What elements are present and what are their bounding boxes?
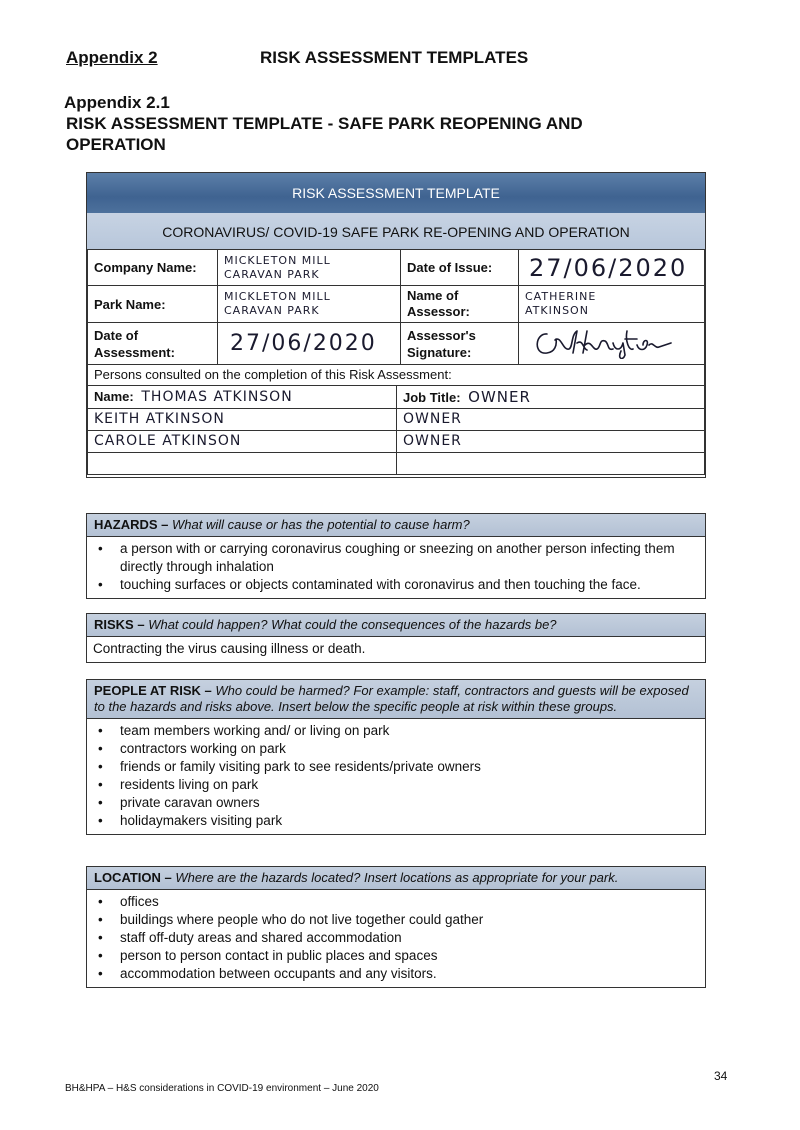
template-title-band: RISK ASSESSMENT TEMPLATE xyxy=(87,173,705,213)
assessor-signature-label-line-1: Assessor's xyxy=(407,327,476,343)
details-table xyxy=(87,249,705,365)
consulted-name: THOMAS ATKINSON xyxy=(141,388,293,405)
people-at-risk-header xyxy=(87,680,705,719)
consulted-row xyxy=(88,430,705,452)
hazards-label: HAZARDS – xyxy=(94,517,169,532)
people-item: • contractors working on park xyxy=(93,740,699,758)
location-item: • staff off-duty areas and shared accommodation xyxy=(93,929,699,947)
people-item: • residents living on park xyxy=(93,776,699,794)
risks-header xyxy=(87,614,705,637)
date-of-assessment-label xyxy=(88,323,218,365)
location-body xyxy=(87,890,705,987)
details-row xyxy=(88,250,705,286)
footer-text: BH&HPA – H&S considerations in COVID-19 environment – June 2020 xyxy=(65,1083,379,1094)
consulted-name[interactable]: CAROLE ATKINSON xyxy=(88,430,397,452)
name-label: Name: xyxy=(94,388,134,404)
page-number: 34 xyxy=(714,1069,728,1083)
risks-question: What could happen? What could the consequences of the hazards be? xyxy=(148,617,557,632)
consulted-job: OWNER xyxy=(468,387,531,406)
persons-consulted-row xyxy=(88,365,705,385)
consulted-row xyxy=(88,452,705,474)
risks-section xyxy=(86,613,706,663)
park-name-field[interactable] xyxy=(218,286,401,323)
people-item: • holidaymakers visiting park xyxy=(93,812,699,830)
details-row xyxy=(88,286,705,323)
consulted-job-empty[interactable] xyxy=(397,452,705,474)
risks-label: RISKS – xyxy=(94,617,145,632)
company-name-label: Company Name: xyxy=(88,250,218,286)
risk-assessment-form xyxy=(86,172,706,478)
people-at-risk-label: PEOPLE AT RISK – xyxy=(94,683,212,698)
template-subtitle-band: CORONAVIRUS/ COVID-19 SAFE PARK RE-OPENING AND OPERATION xyxy=(87,213,705,249)
hazards-header xyxy=(87,514,705,537)
assessor-signature-field[interactable] xyxy=(519,323,705,365)
location-item: • buildings where people who do not live together could gather xyxy=(93,911,699,929)
risks-text: Contracting the virus causing illness or death. xyxy=(93,641,366,656)
date-of-issue-field[interactable]: 27/06/2020 xyxy=(519,250,705,286)
page-heading xyxy=(66,48,626,68)
sub-heading xyxy=(64,92,744,155)
consulted-job[interactable]: OWNER xyxy=(397,408,705,430)
company-name-field[interactable] xyxy=(218,250,401,286)
consulted-row xyxy=(88,408,705,430)
hazards-question: What will cause or has the potential to cause harm? xyxy=(172,517,470,532)
sub-appendix-label: Appendix 2.1 xyxy=(64,93,170,112)
date-of-assessment-label-line-1: Date of xyxy=(94,327,139,343)
name-of-assessor-label-line-1: Name of xyxy=(407,288,459,303)
appendix-label: Appendix 2 xyxy=(66,48,158,67)
consulted-row xyxy=(88,385,705,408)
hazard-item: • touching surfaces or objects contaminated with coronavirus and then touching the face. xyxy=(93,576,699,594)
sub-title-line-1: RISK ASSESSMENT TEMPLATE - SAFE PARK REOPENING AND xyxy=(66,114,583,133)
company-name-line-1: MICKLETON MILL xyxy=(224,253,331,267)
date-of-assessment-field[interactable]: 27/06/2020 xyxy=(218,323,401,365)
details-row xyxy=(88,323,705,365)
assessor-name-field[interactable] xyxy=(519,286,705,323)
assessor-signature-label xyxy=(401,323,519,365)
location-section xyxy=(86,866,706,988)
hazard-item: • a person with or carrying coronavirus coughing or sneezing on another person infecting them directly through inhalation xyxy=(93,540,699,576)
location-item: • person to person contact in public places and spaces xyxy=(93,947,699,965)
park-name-line-1: MICKLETON MILL xyxy=(224,290,331,303)
persons-consulted-label: Persons consulted on the completion of this Risk Assessment: xyxy=(88,365,705,385)
persons-consulted-table xyxy=(87,365,705,475)
name-of-assessor-label-line-2: Assessor: xyxy=(407,304,470,319)
name-of-assessor-label xyxy=(401,286,519,323)
job-title-label: Job Title: xyxy=(403,389,461,405)
hazards-section xyxy=(86,513,706,599)
location-header xyxy=(87,867,705,890)
location-item: • accommodation between occupants and any visitors. xyxy=(93,965,699,983)
location-item: • offices xyxy=(93,893,699,911)
hazards-body xyxy=(87,537,705,598)
assessor-signature-label-line-2: Signature: xyxy=(407,344,472,360)
people-item: • team members working and/ or living on park xyxy=(93,722,699,740)
people-item: • friends or family visiting park to see residents/private owners xyxy=(93,758,699,776)
park-name-label: Park Name: xyxy=(88,286,218,323)
consulted-job-cell[interactable] xyxy=(397,385,705,408)
location-label: LOCATION – xyxy=(94,870,172,885)
consulted-name[interactable]: KEITH ATKINSON xyxy=(88,408,397,430)
location-question: Where are the hazards located? Insert locations as appropriate for your park. xyxy=(175,870,619,885)
consulted-name-empty[interactable] xyxy=(88,452,397,474)
people-item: • private caravan owners xyxy=(93,794,699,812)
consulted-job[interactable]: OWNER xyxy=(397,430,705,452)
signature-image xyxy=(525,325,685,359)
people-at-risk-body xyxy=(87,719,705,834)
assessor-name-line-2: ATKINSON xyxy=(525,304,589,317)
consulted-name-cell[interactable] xyxy=(88,385,397,408)
date-of-issue-label: Date of Issue: xyxy=(401,250,519,286)
people-at-risk-section xyxy=(86,679,706,835)
sub-title-line-2: OPERATION xyxy=(66,135,166,154)
date-of-assessment-label-line-2: Assessment: xyxy=(94,344,175,360)
park-name-line-2: CARAVAN PARK xyxy=(224,304,320,317)
people-at-risk-question: Who could be harmed? For example: staff, contractors and guests will be exposed to the hazards and risks above. Insert below the specific people at risk within these groups. xyxy=(94,683,689,714)
assessor-name-line-1: CATHERINE xyxy=(525,290,597,303)
page-title: RISK ASSESSMENT TEMPLATES xyxy=(260,48,529,67)
company-name-line-2: CARAVAN PARK xyxy=(224,267,320,281)
